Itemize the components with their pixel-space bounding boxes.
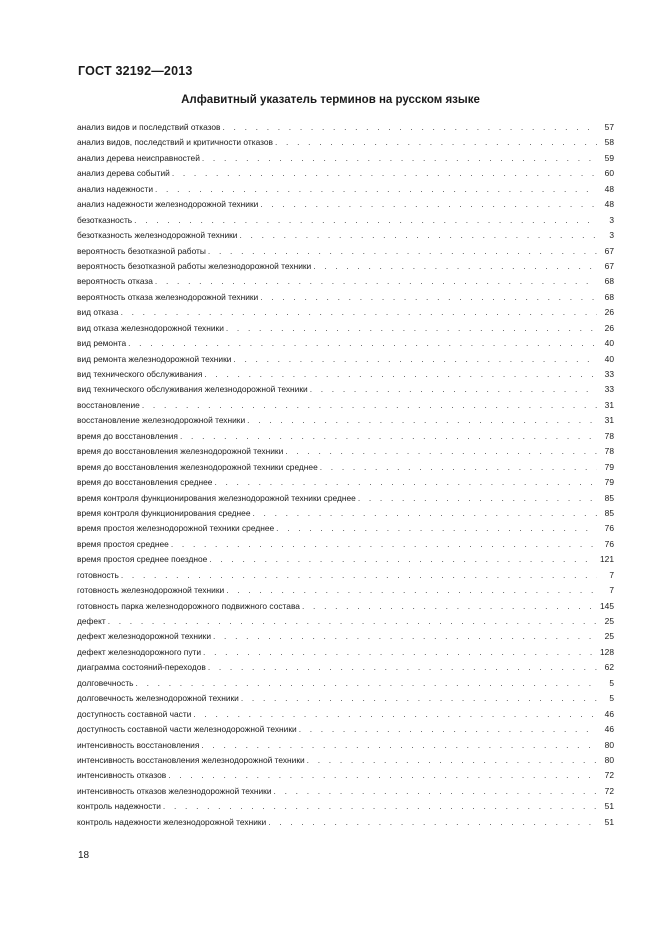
dot-leader: [155, 182, 597, 197]
index-page-ref: 67: [604, 245, 614, 256]
index-entry: [77, 367, 614, 382]
index-term: вероятность отказа железнодорожной техники: [77, 291, 259, 302]
index-entry: [77, 244, 614, 259]
dot-leader: [226, 583, 597, 598]
dot-leader: [136, 676, 597, 691]
dot-leader: [204, 367, 597, 382]
index-entry: [77, 274, 614, 289]
index-term: долговечность железнодорожной техники: [77, 693, 239, 704]
index-term: готовность: [77, 569, 119, 580]
index-entry: [77, 537, 614, 552]
index-page-ref: 5: [609, 693, 614, 704]
index-entry: [77, 290, 614, 305]
dot-leader: [307, 753, 597, 768]
dot-leader: [239, 228, 597, 243]
index-page-ref: 76: [604, 538, 614, 549]
index-page-ref: 7: [609, 585, 614, 596]
index-term: анализ дерева событий: [77, 168, 170, 179]
index-page-ref: 26: [604, 307, 614, 318]
index-entry: [77, 599, 614, 614]
index-page-ref: 78: [604, 446, 614, 457]
dot-leader: [299, 722, 597, 737]
index-page-ref: 80: [604, 754, 614, 765]
index-entry: [77, 305, 614, 320]
index-page-ref: 46: [604, 724, 614, 735]
index-page-ref: 57: [604, 122, 614, 132]
index-term: время до восстановления среднее: [77, 477, 213, 488]
index-entry: [77, 429, 614, 444]
document-code: ГОСТ 32192—2013: [78, 64, 193, 78]
index-entry: [77, 506, 614, 521]
index-page-ref: 46: [604, 708, 614, 719]
index-entry: [77, 259, 614, 274]
index-term: доступность составной части железнодорожной техники: [77, 724, 297, 735]
index-term: дефект железнодорожной техники: [77, 631, 211, 642]
index-page-ref: 85: [604, 492, 614, 503]
dot-leader: [155, 274, 597, 289]
index-entry: [77, 629, 614, 644]
index-term: восстановление: [77, 399, 140, 410]
index-term: вид отказа: [77, 307, 119, 318]
index-page-ref: 33: [604, 369, 614, 379]
index-entry: [77, 614, 614, 629]
index-page-ref: 40: [604, 338, 614, 349]
index-page-ref: 62: [604, 662, 614, 673]
index-term: вид ремонта: [77, 338, 127, 349]
index-page-ref: 85: [604, 507, 614, 518]
index-page-ref: 145: [600, 600, 614, 611]
index-entry: [77, 691, 614, 706]
dot-leader: [222, 120, 597, 135]
index-term: дефект железнодорожного пути: [77, 646, 202, 657]
index-term: вид ремонта железнодорожной техники: [77, 353, 232, 364]
index-entry: [77, 815, 614, 830]
index-page-ref: 76: [604, 523, 614, 534]
index-page-ref: 72: [604, 785, 614, 796]
index-entry: [77, 398, 614, 413]
index-page-ref: 80: [604, 739, 614, 750]
index-page-ref: 51: [604, 801, 614, 812]
index-term: долговечность: [77, 677, 134, 688]
dot-leader: [275, 135, 597, 150]
index-page-ref: 78: [604, 430, 614, 441]
index-entry: [77, 166, 614, 181]
index-term: время до восстановления железнодорожной техники среднее: [77, 461, 318, 472]
dot-leader: [208, 244, 597, 259]
index-entry: [77, 568, 614, 583]
dot-leader: [202, 151, 597, 166]
index-term: контроль надежности: [77, 801, 161, 812]
index-term: анализ надежности железнодорожной техники: [77, 199, 259, 210]
index-entry: [77, 382, 614, 397]
dot-leader: [201, 738, 597, 753]
index-page-ref: 5: [609, 677, 614, 688]
index-term: вид отказа железнодорожной техники: [77, 322, 224, 333]
dot-leader: [108, 614, 597, 629]
dot-leader: [260, 197, 597, 212]
index-term: время до восстановления: [77, 430, 178, 441]
index-entry: [77, 352, 614, 367]
index-entry: [77, 521, 614, 536]
index-entry: [77, 660, 614, 675]
index-term: вероятность отказа: [77, 276, 153, 287]
index-page-ref: 51: [604, 816, 614, 827]
index-term: время простоя среднее: [77, 538, 169, 549]
index-entry: [77, 645, 614, 660]
index-term: дефект: [77, 616, 106, 626]
dot-leader: [134, 213, 597, 228]
index-entry: [77, 707, 614, 722]
index-page-ref: 26: [604, 322, 614, 333]
index-page-ref: 79: [604, 461, 614, 472]
page-number: 18: [78, 850, 90, 861]
index-term: время контроля функционирования среднее: [77, 507, 251, 518]
dot-leader: [313, 259, 597, 274]
index-entry: [77, 475, 614, 490]
index-term: вероятность безотказной работы железнодорожной техники: [77, 260, 312, 271]
index-entry: [77, 799, 614, 814]
index-page-ref: 40: [604, 353, 614, 364]
term-index-list: [77, 120, 614, 830]
dot-leader: [302, 599, 597, 614]
index-term: анализ надежности: [77, 183, 153, 194]
index-page-ref: 68: [604, 276, 614, 287]
index-term: интенсивность отказов: [77, 770, 167, 781]
index-page-ref: 25: [604, 631, 614, 642]
index-term: время простоя железнодорожной техники среднее: [77, 523, 275, 534]
index-page-ref: 128: [600, 646, 614, 657]
index-page-ref: 48: [604, 183, 614, 194]
dot-leader: [168, 768, 597, 783]
index-page-ref: 58: [604, 137, 614, 148]
index-entry: [77, 197, 614, 212]
dot-leader: [358, 491, 597, 506]
index-term: интенсивность восстановления: [77, 739, 200, 750]
dot-leader: [247, 413, 597, 428]
index-page-ref: 59: [604, 152, 614, 163]
dot-leader: [274, 784, 597, 799]
dot-leader: [253, 506, 598, 521]
index-term: анализ дерева неисправностей: [77, 152, 200, 163]
index-entry: [77, 228, 614, 243]
dot-leader: [268, 815, 597, 830]
index-entry: [77, 722, 614, 737]
index-page-ref: 60: [604, 168, 614, 179]
index-entry: [77, 336, 614, 351]
index-term: время до восстановления железнодорожной техники: [77, 446, 284, 457]
index-entry: [77, 738, 614, 753]
dot-leader: [163, 799, 597, 814]
index-term: доступность составной части: [77, 708, 192, 719]
dot-leader: [310, 382, 597, 397]
index-entry: [77, 151, 614, 166]
index-entry: [77, 444, 614, 459]
index-entry: [77, 552, 614, 567]
index-entry: [77, 784, 614, 799]
index-page-ref: 72: [604, 770, 614, 781]
index-entry: [77, 321, 614, 336]
index-page-ref: 68: [604, 291, 614, 302]
dot-leader: [213, 629, 597, 644]
index-term: готовность железнодорожной техники: [77, 585, 225, 596]
index-term: анализ видов, последствий и критичности отказов: [77, 137, 273, 148]
index-term: контроль надежности железнодорожной техники: [77, 816, 267, 827]
index-term: время контроля функционирования железнодорожной техники среднее: [77, 492, 356, 503]
index-term: вероятность безотказной работы: [77, 245, 206, 256]
index-entry: [77, 583, 614, 598]
index-page-ref: 3: [609, 230, 614, 241]
index-entry: [77, 213, 614, 228]
index-term: безотказность: [77, 214, 133, 225]
dot-leader: [226, 321, 597, 336]
index-page-ref: 121: [600, 554, 614, 565]
dot-leader: [121, 568, 597, 583]
index-page-ref: 25: [604, 616, 614, 626]
dot-leader: [203, 645, 597, 660]
index-page-ref: 33: [604, 384, 614, 395]
index-title: Алфавитный указатель терминов на русском языке: [181, 94, 480, 106]
index-term: безотказность железнодорожной техники: [77, 230, 238, 241]
dot-leader: [208, 660, 597, 675]
dot-leader: [214, 475, 597, 490]
index-entry: [77, 120, 614, 135]
index-page-ref: 67: [604, 260, 614, 271]
dot-leader: [241, 691, 597, 706]
index-page-ref: 31: [604, 399, 614, 410]
dot-leader: [142, 398, 597, 413]
index-page-ref: 31: [604, 415, 614, 426]
index-entry: [77, 491, 614, 506]
index-entry: [77, 676, 614, 691]
index-term: интенсивность отказов железнодорожной техники: [77, 785, 272, 796]
index-entry: [77, 182, 614, 197]
dot-leader: [209, 552, 597, 567]
dot-leader: [276, 521, 597, 536]
dot-leader: [172, 166, 597, 181]
dot-leader: [171, 537, 597, 552]
index-entry: [77, 413, 614, 428]
dot-leader: [128, 336, 597, 351]
index-entry: [77, 768, 614, 783]
index-term: восстановление железнодорожной техники: [77, 415, 246, 426]
index-term: вид технического обслуживания: [77, 369, 203, 379]
dot-leader: [193, 707, 597, 722]
dot-leader: [285, 444, 597, 459]
index-term: интенсивность восстановления железнодорожной техники: [77, 754, 305, 765]
dot-leader: [233, 352, 597, 367]
index-page-ref: 3: [609, 214, 614, 225]
index-entry: [77, 135, 614, 150]
index-term: готовность парка железнодорожного подвижного состава: [77, 600, 300, 611]
dot-leader: [180, 429, 597, 444]
index-entry: [77, 753, 614, 768]
index-page-ref: 48: [604, 199, 614, 210]
index-entry: [77, 460, 614, 475]
index-page-ref: 7: [609, 569, 614, 580]
index-term: анализ видов и последствий отказов: [77, 122, 221, 132]
dot-leader: [260, 290, 597, 305]
index-term: диаграмма состояний-переходов: [77, 662, 206, 673]
index-term: время простоя среднее поездное: [77, 554, 208, 565]
index-page-ref: 79: [604, 477, 614, 488]
index-term: вид технического обслуживания железнодорожной техники: [77, 384, 308, 395]
dot-leader: [320, 460, 597, 475]
dot-leader: [121, 305, 597, 320]
